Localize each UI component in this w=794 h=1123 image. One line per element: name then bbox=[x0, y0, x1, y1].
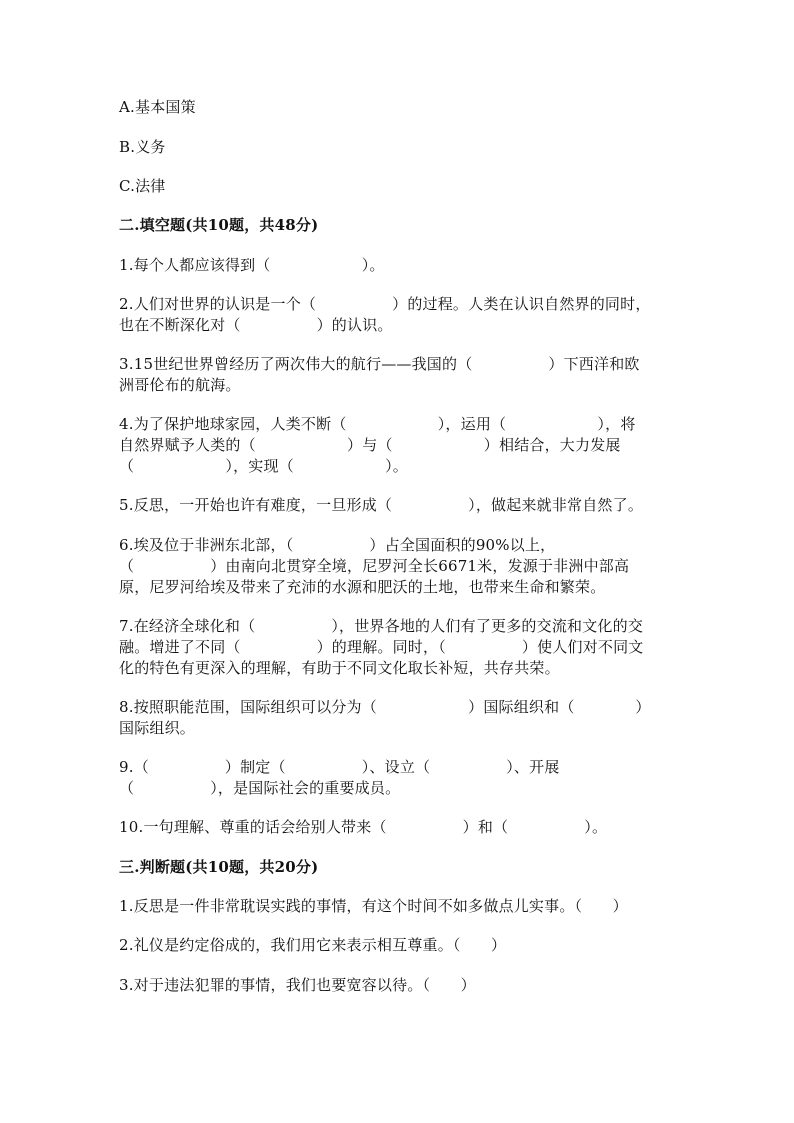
fill-question-4-line-3: （ ），实现（ ）。 bbox=[119, 457, 409, 475]
fill-question-4-line-1: 4.为了保护地球家园，人类不断（ ），运用（ ），将 bbox=[119, 415, 636, 433]
fill-question-3-line-1: 3.15世纪世界曾经历了两次伟大的航行——我国的（ ）下西洋和欧 bbox=[119, 355, 640, 373]
fill-question-7-line-1: 7.在经济全球化和（ ），世界各地的人们有了更多的交流和文化的交 bbox=[119, 617, 644, 635]
section-heading-fill-in: 二.填空题(共10题，共48分) bbox=[119, 216, 319, 234]
fill-question-6-line-2: （ ）由南向北贯穿全境，尼罗河全长6671米，发源于非洲中部高 bbox=[119, 557, 630, 575]
fill-question-3-line-2: 洲哥伦布的航海。 bbox=[119, 376, 241, 394]
judge-question-3: 3.对于违法犯罪的事情，我们也要宽容以待。（ ） bbox=[119, 976, 476, 994]
fill-question-4-line-2: 自然界赋予人类的（ ）与（ ）相结合，大力发展 bbox=[119, 436, 621, 454]
fill-question-10-line-1: 10.一句理解、尊重的话会给别人带来（ ）和（ ）。 bbox=[119, 818, 608, 836]
option-b: B.义务 bbox=[119, 138, 166, 156]
option-c: C.法律 bbox=[119, 177, 166, 195]
fill-question-1-line-1: 1.每个人都应该得到（ ）。 bbox=[119, 256, 385, 274]
fill-question-2-line-2: 也在不断深化对（ ）的认识。 bbox=[119, 316, 393, 334]
fill-question-6-line-1: 6.埃及位于非洲东北部，（ ）占全国面积的90%以上， bbox=[119, 536, 556, 554]
fill-question-5-line-1: 5.反思，一开始也许有难度，一旦形成（ ），做起来就非常自然了。 bbox=[119, 496, 644, 514]
judge-question-2: 2.礼仪是约定俗成的，我们用它来表示相互尊重。（ ） bbox=[119, 936, 507, 954]
option-a: A.基本国策 bbox=[119, 98, 196, 116]
fill-question-2-line-1: 2.人们对世界的认识是一个（ ）的过程。人类在认识自然界的同时， bbox=[119, 295, 651, 313]
judge-question-1: 1.反思是一件非常耽误实践的事情，有这个时间不如多做点儿实事。（ ） bbox=[119, 897, 628, 915]
fill-question-9-line-1: 9.（ ）制定（ ）、设立（ ）、开展 bbox=[119, 758, 560, 776]
fill-question-7-line-3: 化的特色有更深入的理解，有助于不同文化取长补短，共存共荣。 bbox=[119, 659, 560, 677]
fill-question-6-line-3: 原，尼罗河给埃及带来了充沛的水源和肥沃的土地，也带来生命和繁荣。 bbox=[119, 578, 606, 596]
fill-question-8-line-1: 8.按照职能范围，国际组织可以分为（ ）国际组织和（ ） bbox=[119, 698, 651, 716]
fill-question-8-line-2: 国际组织。 bbox=[119, 719, 196, 737]
fill-question-9-line-2: （ ），是国际社会的重要成员。 bbox=[119, 779, 401, 797]
fill-question-7-line-2: 融。增进了不同（ ）的理解。同时，（ ）使人们对不同文 bbox=[119, 638, 644, 656]
section-heading-true-false: 三.判断题(共10题，共20分) bbox=[119, 858, 319, 876]
